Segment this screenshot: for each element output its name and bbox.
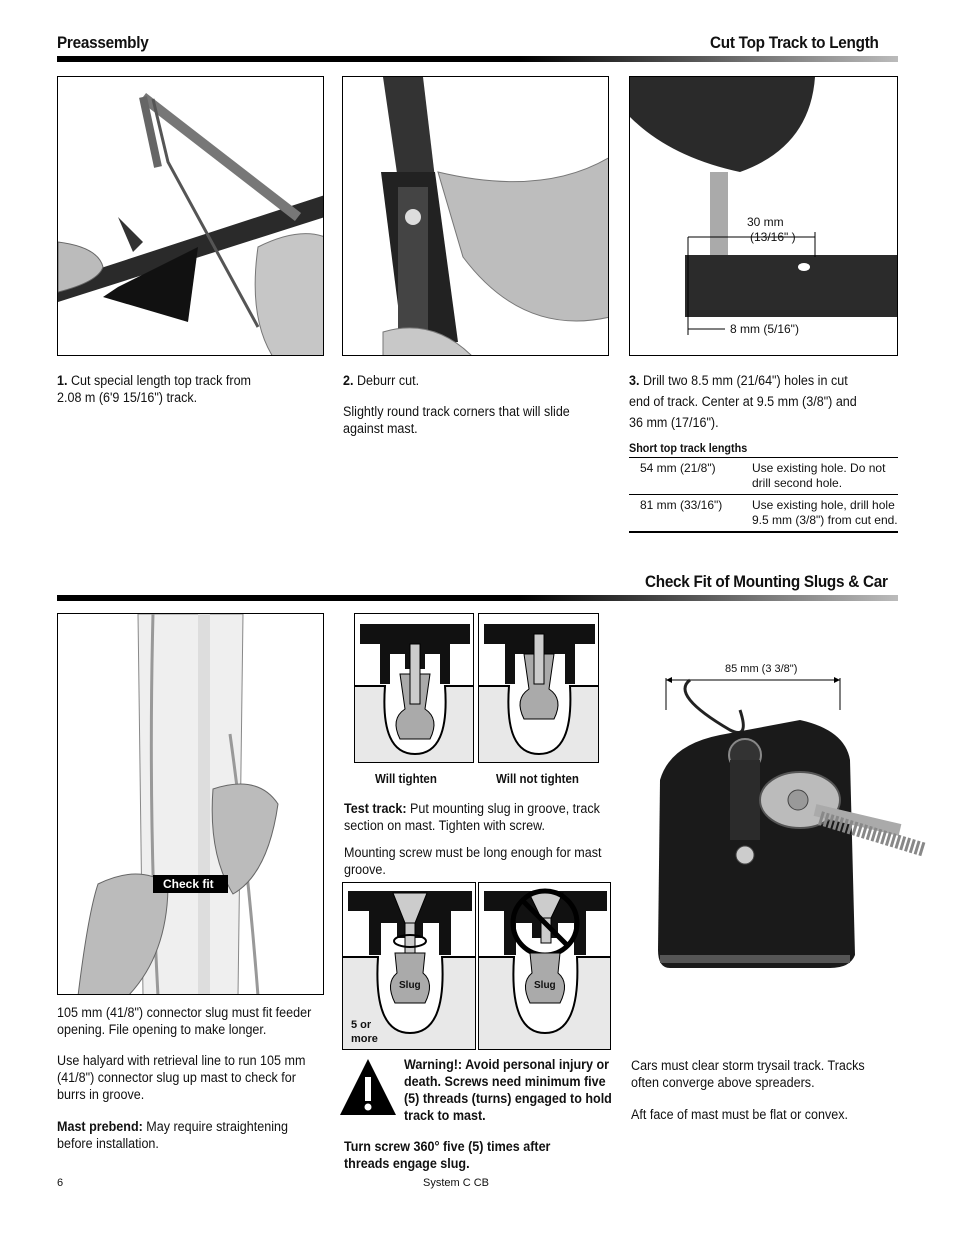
- step-2-text: [343, 372, 594, 437]
- check-fit-rule: [57, 595, 898, 601]
- section-title-preassembly: Preassembly: [57, 33, 149, 52]
- test-track-text: [344, 800, 609, 834]
- table-cell-note: Use existing hole, drill hole 9.5 mm (3/8") from cut end.: [752, 498, 898, 527]
- warning-icon: [338, 1057, 398, 1117]
- step-2-line1: Deburr cut.: [356, 373, 420, 388]
- step-2-number: 2.: [343, 373, 354, 388]
- diagram-will-not-tighten: [478, 613, 599, 763]
- slug-label-2: Slug: [534, 980, 556, 991]
- step-1-line2: 2.08 m (6'9 15/16") track.: [57, 390, 198, 405]
- dim-8mm: 8 mm (5/16"): [730, 322, 799, 336]
- short-track-table: [629, 457, 898, 533]
- mast-prebend-text: [57, 1118, 317, 1152]
- step-3-line2: end of track. Center at 9.5 mm (3/8") and: [629, 394, 857, 409]
- photo-car: [650, 650, 930, 980]
- photo-hacksaw-cutting: [57, 76, 324, 356]
- table-cell-length: 81 mm (33/16"): [640, 498, 723, 512]
- test-track-body: Put mounting slug in groove, track section on mast. Tighten with screw.: [344, 801, 600, 833]
- step-3-line1: Drill two 8.5 mm (21/64") holes in cut: [642, 373, 848, 388]
- turn-screw-text: Turn screw 360° five (5) times after threads engage slug.: [344, 1139, 551, 1171]
- step-2-paragraph: Slightly round track corners that will slide against mast.: [343, 404, 570, 436]
- aft-face-text: Aft face of mast must be flat or convex.: [631, 1107, 849, 1122]
- slug-label-1: Slug: [399, 980, 421, 991]
- test-track-bold: Test track:: [344, 801, 407, 816]
- five-or-more-label: 5 or more: [351, 1019, 378, 1045]
- step-3-number: 3.: [629, 373, 640, 388]
- table-cell-length: 54 mm (21/8"): [640, 461, 716, 475]
- car-dimension: 85 mm (3 3/8"): [725, 663, 798, 675]
- step-1-number: 1.: [57, 373, 68, 388]
- label-will-not-tighten: Will not tighten: [496, 772, 579, 786]
- short-track-title: Short top track lengths: [629, 441, 748, 455]
- label-will-tighten: Will tighten: [375, 772, 437, 786]
- page-number: 6: [57, 1177, 64, 1189]
- car-clearance-text: Cars must clear storm trysail track. Tracks often converge above spreaders.: [631, 1058, 865, 1090]
- step-1-line1: Cut special length top track from: [70, 373, 252, 388]
- dim-30mm-imperial: (13/16" ): [750, 230, 796, 244]
- diagram-screw-correct: [342, 882, 476, 1050]
- header-rule: [57, 56, 898, 62]
- diagram-will-tighten: [354, 613, 474, 763]
- step-1-text: [57, 372, 308, 406]
- section-title-cut-track: Cut Top Track to Length: [710, 33, 879, 52]
- screw-length-text: Mounting screw must be long enough for mast groove.: [344, 845, 602, 877]
- section-title-check-fit: Check Fit of Mounting Slugs & Car: [645, 572, 888, 591]
- table-row: [629, 458, 898, 495]
- footer-doc-title: System C CB: [423, 1177, 490, 1189]
- warning-text: Warning!: Avoid personal injury or death. Screws need minimum five (5) threads (turns) engaged to hold track to mast.: [404, 1057, 612, 1123]
- table-cell-note: Use existing hole. Do not drill second hole.: [752, 461, 886, 490]
- mast-prebend-body: May require straightening before installation.: [57, 1119, 288, 1151]
- photo-mast-check: [57, 613, 324, 995]
- check-fit-label: Check fit: [153, 875, 228, 893]
- dim-30mm: 30 mm: [747, 215, 784, 229]
- photo-drill-holes: [629, 76, 898, 356]
- mast-prebend-bold: Mast prebend:: [57, 1119, 143, 1134]
- table-row: [629, 495, 898, 533]
- step-3-text: [629, 370, 894, 433]
- halyard-text: Use halyard with retrieval line to run 105 mm (41/8") connector slug up mast to check for burrs in groove.: [57, 1053, 306, 1102]
- photo-deburr: [342, 76, 609, 356]
- step-3-line3: 36 mm (17/16").: [629, 415, 719, 430]
- diagram-screw-incorrect: [478, 882, 611, 1050]
- connector-slug-text: 105 mm (41/8") connector slug must fit feeder opening. File opening to make longer.: [57, 1005, 312, 1037]
